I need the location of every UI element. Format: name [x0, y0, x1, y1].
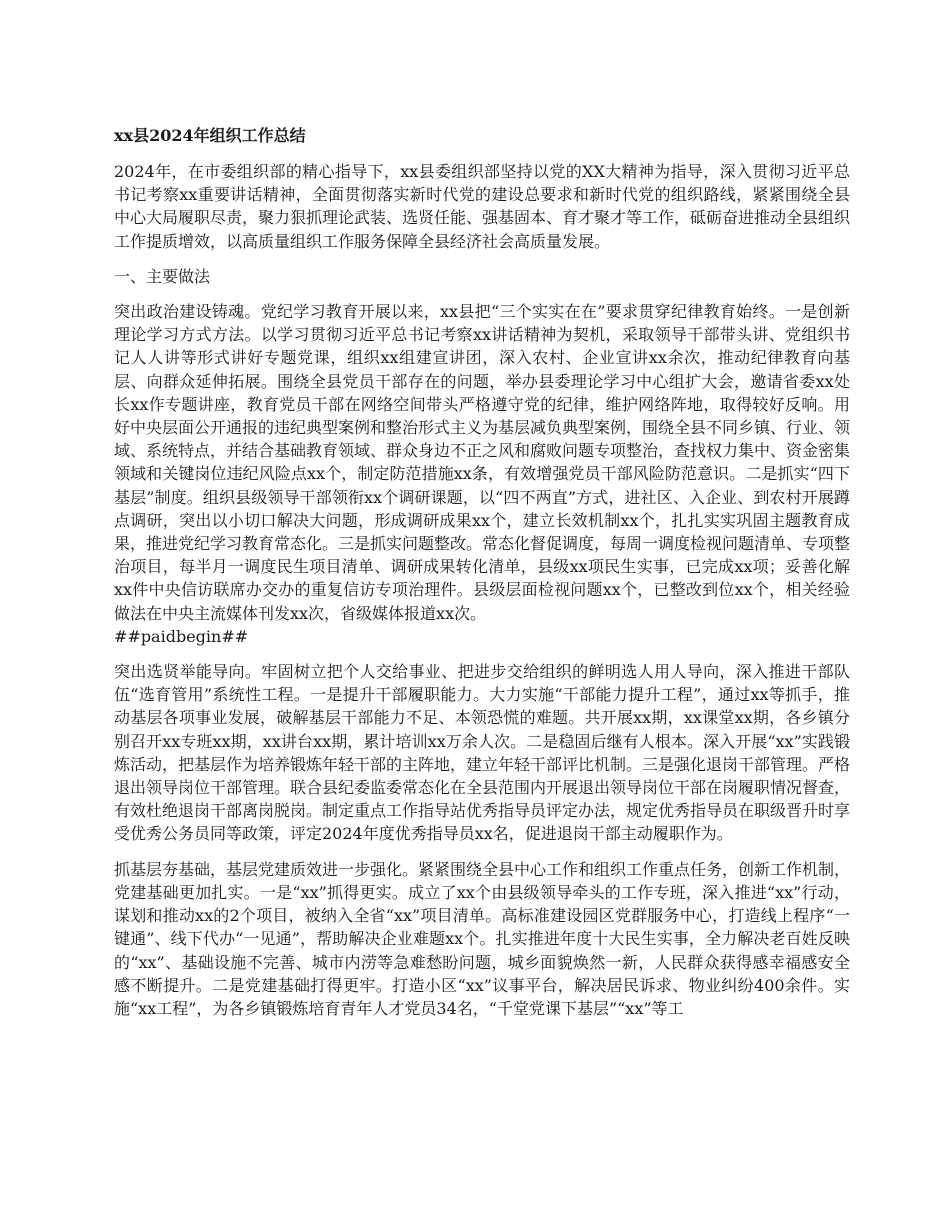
intro-paragraph: 2024年，在市委组织部的精心指导下，xx县委组织部坚持以党的XX大精神为指导，深入贯彻习近平总书记考察xx重要讲话精神，全面贯彻落实新时代党的建设总要求和新时代党的组织路线，紧紧围绕全县中心大局履职尽责，聚力狠抓理论武装、选贤任能、强基固本、育才聚才等工作，砥砺奋进推动全县组织工作提质增效，以高质量组织工作服务保障全县经济社会高质量发展。 — [114, 162, 851, 251]
document-page — [114, 124, 850, 1032]
section-heading: 一、主要做法 — [114, 266, 211, 286]
paragraph-grassroots-building: 抓基层夯基础，基层党建质效进一步强化。紧紧围绕全县中心工作和组织工作重点任务，创新工作机制，党建基础更加扎实。一是“xx”抓得更实。成立了xx个由县级领导牵头的工作专班，深入推进“xx”行动，谋划和推动xx的2个项目，被纳入全省“xx”项目清单。高标准建设园区党群服务中心，打造线上程序“一键通”、线下代办“一见通”，帮助解决企业难题xx个。扎实推进年度十大民生实事，全力解决老百姓反映的“xx”、基础设施不完善、城市内涝等急难愁盼问题，城乡面貌焕然一新，人民群众获得感幸福感安全感不断提升。二是党建基础打得更牢。打造小区“xx”议事平台，解决居民诉求、物业纠纷400余件。实施“xx工程”，为各乡镇锻炼培育青年人才党员34名，“千堂党课下基层”“xx”等工 — [114, 859, 851, 1018]
document-title: xx县2024年组织工作总结 — [114, 126, 306, 145]
paragraph-political-building: 突出政治建设铸魂。党纪学习教育开展以来，xx县把“三个实实在在”要求贯穿纪律教育始终。一是创新理论学习方式方法。以学习贯彻习近平总书记考察xx讲话精神为契机，采取领导干部带头讲、党组织书记人人讲等形式讲好专题党课，组织xx组建宣讲团，深入农村、企业宣讲xx余次，推动纪律教育向基层、向群众延伸拓展。围绕全县党员干部存在的问题，举办县委理论学习中心组扩大会，邀请省委xx处长xx作专题讲座，教育党员干部在网络空间带头严格遵守党的纪律，维护网络阵地，取得较好反响。用好中央层面公开通报的违纪典型案例和整治形式主义为基层减负典型案例，围绕全县不同乡镇、行业、领域、系统特点，并结合基础教育领域、群众身边不正之风和腐败问题专项整治，查找权力集中、资金密集领域和关键岗位违纪风险点xx个，制定防范措施xx条，有效增强党员干部风险防范意识。二是抓实“四下基层”制度。组织县级领导干部领衔xx个调研课题，以“四不两直”方式，进社区、入企业、到农村开展蹲点调研，突出以小切口解决大问题，形成调研成果xx个，建立长效机制xx个，扎扎实实巩固主题教育成果，推进党纪学习教育常态化。三是抓实问题整改。常态化督促调度，每周一调度检视问题清单、专项整治项目，每半月一调度民生项目清单、调研成果转化清单，县级xx项民生实事，已完成xx项；妥善化解xx件中央信访联席办交办的重复信访专项治理件。县级层面检视问题xx个，已整改到位xx个，相关经验做法在中央主流媒体刊发xx次，省级媒体报道xx次。 — [114, 302, 851, 623]
paragraph-cadre-selection: 突出选贤举能导向。牢固树立把个人交给事业、把进步交给组织的鲜明选人用人导向，深入推进干部队伍“选育管用”系统性工程。一是提升干部履职能力。大力实施“干部能力提升工程”，通过xx等抓手，推动基层各项事业发展，破解基层干部能力不足、本领恐慌的难题。共开展xx期，xx课堂xx期，各乡镇分别召开xx专班xx期，xx讲台xx期，累计培训xx万余人次。二是稳固后继有人根本。深入开展“xx”实践锻炼活动，把基层作为培养锻炼年轻干部的主阵地，建立年轻干部评比机制。三是强化退岗干部管理。严格退出领导岗位干部管理。联合县纪委监委常态化在全县范围内开展退出领导岗位干部在岗履职情况督查，有效杜绝退岗干部离岗脱岗。制定重点工作指导站优秀指导员评定办法，规定优秀指导员在职级晋升时享受优秀公务员同等政策，评定2024年度优秀指导员xx名，促进退岗干部主动履职作为。 — [114, 662, 851, 844]
paid-begin-marker: ##paidbegin## — [114, 626, 249, 646]
